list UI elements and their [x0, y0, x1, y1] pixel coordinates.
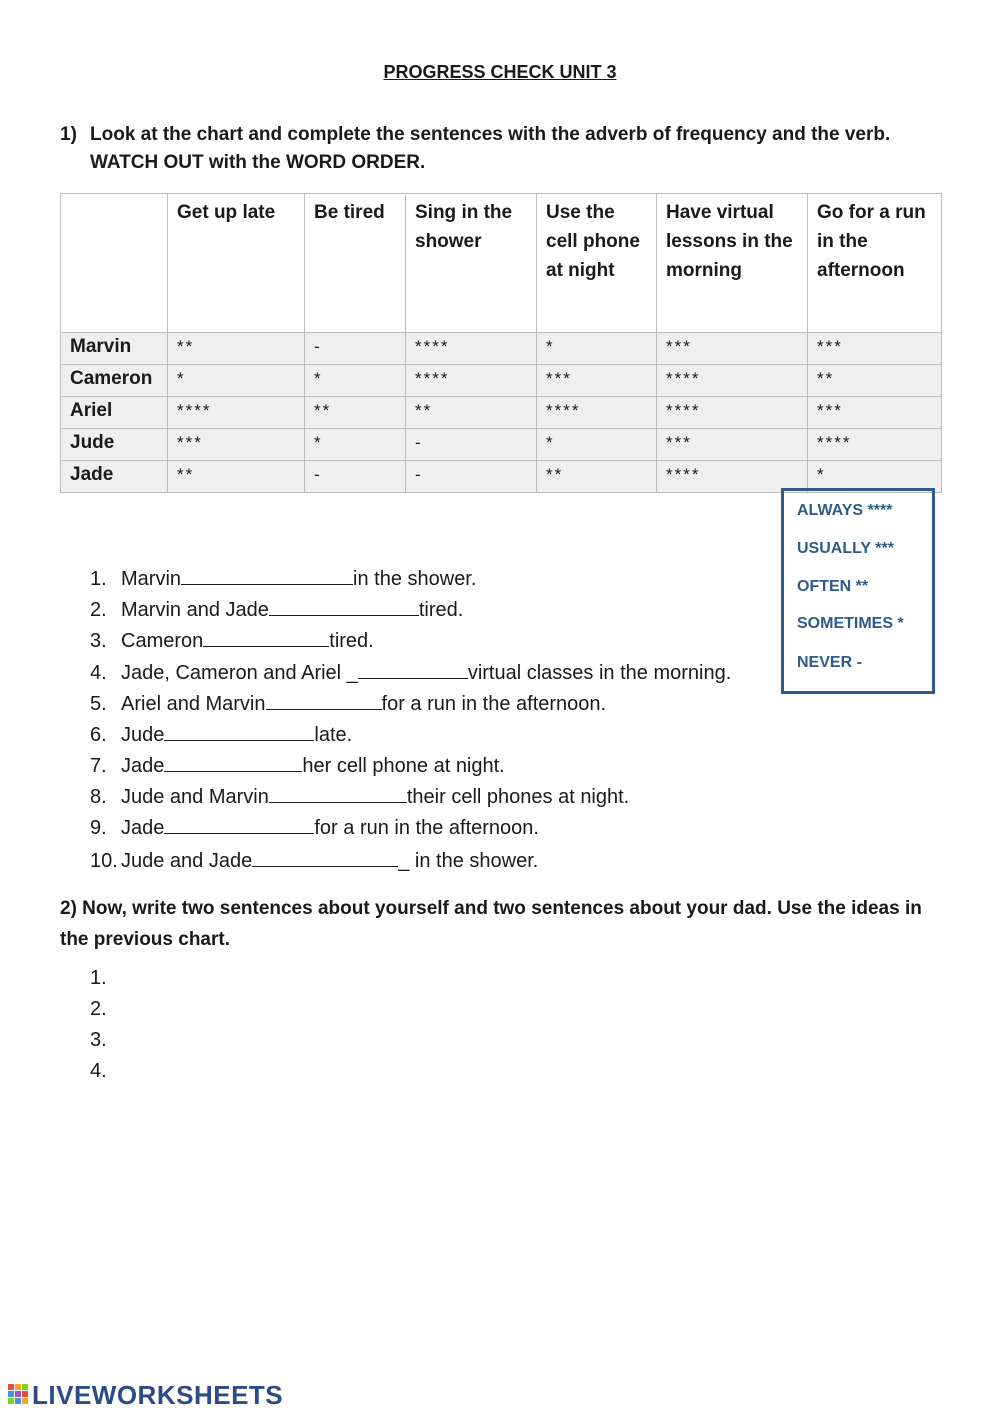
answer-blank[interactable] — [269, 784, 407, 803]
chart-header-go-for-a-run: Go for a run in the afternoon — [808, 194, 942, 333]
answer-line-number[interactable]: 2. — [90, 998, 107, 1020]
sentence-suffix: late. — [314, 724, 353, 746]
chart-cell: **** — [657, 397, 808, 429]
chart-cell: * — [305, 429, 406, 461]
sentence-prefix: Jude — [121, 724, 165, 746]
page-title: PROGRESS CHECK UNIT 3 — [383, 62, 617, 82]
sentence-prefix: Jude and Jade — [121, 850, 253, 872]
chart-cell: * — [305, 365, 406, 397]
chart-header-row — [61, 194, 942, 333]
sentence-suffix: in the shower. — [353, 568, 477, 590]
sentence-prefix: Jade — [121, 755, 165, 777]
chart-row-marvin — [61, 333, 942, 365]
answer-blank[interactable] — [252, 848, 398, 867]
chart-cell: - — [406, 429, 537, 461]
sentence-number: 3. — [90, 630, 107, 652]
answer-line-number[interactable]: 3. — [90, 1029, 107, 1051]
chart-header-virtual-lessons: Have virtual lessons in the morning — [657, 194, 808, 333]
sentence-number: 10. — [90, 850, 118, 872]
chart-cell: ** — [168, 333, 305, 365]
legend-usually: USUALLY *** — [797, 540, 894, 557]
sentence-suffix: for a run in the afternoon. — [381, 693, 607, 715]
chart-cell: *** — [808, 397, 942, 429]
answer-line-number[interactable]: 1. — [90, 967, 107, 989]
brand-name[interactable]: LIVEWORKSHEETS — [32, 1380, 284, 1410]
sentence-suffix: for a run in the afternoon. — [314, 817, 539, 839]
chart-cell: **** — [168, 397, 305, 429]
chart-cell: **** — [808, 429, 942, 461]
chart-cell: **** — [657, 365, 808, 397]
sentence-prefix: Jade, Cameron and Ariel _ — [121, 662, 358, 684]
sentence-prefix: Cameron — [121, 630, 204, 652]
question-1-text: Look at the chart and complete the sentences with the adverb of frequency and the verb. WATCH OUT with the WORD ORDER. — [90, 124, 891, 173]
chart-cell: * — [808, 461, 942, 493]
sentence-number: 6. — [90, 724, 107, 746]
sentence-suffix: their cell phones at night. — [406, 786, 630, 808]
sentence-prefix: Marvin and Jade — [121, 599, 269, 621]
sentence-item — [90, 753, 505, 778]
chart-row-name: Marvin — [61, 333, 168, 365]
sentence-item — [90, 566, 476, 591]
sentence-item — [90, 691, 606, 716]
legend-never: NEVER - — [797, 654, 862, 671]
sentence-prefix: Ariel and Marvin — [121, 693, 266, 715]
answer-blank[interactable] — [269, 597, 419, 616]
chart-header-sing-in-the-shower: Sing in the shower — [406, 194, 537, 333]
chart-cell: ** — [537, 461, 657, 493]
chart-cell: ** — [406, 397, 537, 429]
sentence-prefix: Jude and Marvin — [121, 786, 269, 808]
chart-cell: ** — [168, 461, 305, 493]
chart-cell: *** — [657, 333, 808, 365]
frequency-legend — [781, 488, 935, 694]
sentence-number: 9. — [90, 817, 107, 839]
answer-blank[interactable] — [164, 722, 314, 741]
sentence-prefix: Marvin — [121, 568, 182, 590]
sentence-prefix: Jade — [121, 817, 165, 839]
sentence-number: 4. — [90, 662, 107, 684]
sentence-suffix: _ in the shower. — [398, 850, 539, 872]
chart-row-name: Cameron — [61, 365, 168, 397]
sentence-suffix: virtual classes in the morning. — [467, 662, 732, 684]
sentence-suffix: tired. — [329, 630, 374, 652]
sentence-item — [90, 848, 538, 873]
answer-blank[interactable] — [164, 753, 302, 772]
chart-header-be-tired: Be tired — [305, 194, 406, 333]
chart-cell: *** — [808, 333, 942, 365]
chart-row-name: Ariel — [61, 397, 168, 429]
chart-row-cameron — [61, 365, 942, 397]
frequency-chart — [60, 193, 942, 493]
answer-line-number[interactable]: 4. — [90, 1060, 107, 1082]
chart-header-corner — [61, 194, 168, 333]
sentence-item — [90, 597, 463, 622]
sentence-item — [90, 628, 374, 653]
question-1-instructions — [60, 121, 930, 177]
chart-cell: - — [406, 461, 537, 493]
chart-header-use-cell-phone: Use the cell phone at night — [537, 194, 657, 333]
answer-blank[interactable] — [164, 815, 314, 834]
sentence-item — [90, 815, 539, 840]
chart-row-jude — [61, 429, 942, 461]
sentence-number: 1. — [90, 568, 107, 590]
chart-cell: **** — [406, 333, 537, 365]
chart-cell: - — [305, 461, 406, 493]
chart-header-get-up-late: Get up late — [168, 194, 305, 333]
sentence-suffix: tired. — [418, 599, 464, 621]
chart-cell: **** — [657, 461, 808, 493]
answer-blank[interactable] — [181, 566, 353, 585]
chart-cell: **** — [406, 365, 537, 397]
question-1-number: 1) — [60, 124, 77, 145]
chart-cell: - — [305, 333, 406, 365]
sentence-item — [90, 784, 629, 809]
sentence-item — [90, 660, 731, 685]
sentence-number: 2. — [90, 599, 107, 621]
legend-sometimes: SOMETIMES * — [797, 615, 904, 632]
sentence-number: 8. — [90, 786, 107, 808]
chart-cell: *** — [168, 429, 305, 461]
sentence-number: 5. — [90, 693, 107, 715]
chart-row-name: Jude — [61, 429, 168, 461]
sentence-suffix: her cell phone at night. — [302, 755, 505, 777]
legend-often: OFTEN ** — [797, 578, 869, 595]
answer-blank[interactable] — [266, 691, 382, 710]
chart-row-name: Jade — [61, 461, 168, 493]
liveworksheets-logo-icon — [8, 1382, 30, 1406]
chart-cell: **** — [537, 397, 657, 429]
chart-cell: * — [537, 429, 657, 461]
sentence-number: 7. — [90, 755, 107, 777]
chart-cell: ** — [808, 365, 942, 397]
question-2-instructions: 2) Now, write two sentences about yourself and two sentences about your dad. Use the ideas in the previous chart. — [60, 898, 922, 950]
chart-cell: *** — [657, 429, 808, 461]
chart-cell: * — [537, 333, 657, 365]
chart-cell: ** — [305, 397, 406, 429]
answer-blank[interactable] — [203, 628, 329, 647]
chart-row-ariel — [61, 397, 942, 429]
chart-cell: *** — [537, 365, 657, 397]
chart-cell: * — [168, 365, 305, 397]
sentence-item — [90, 722, 352, 747]
legend-always: ALWAYS **** — [797, 502, 893, 519]
answer-blank[interactable] — [358, 660, 468, 679]
